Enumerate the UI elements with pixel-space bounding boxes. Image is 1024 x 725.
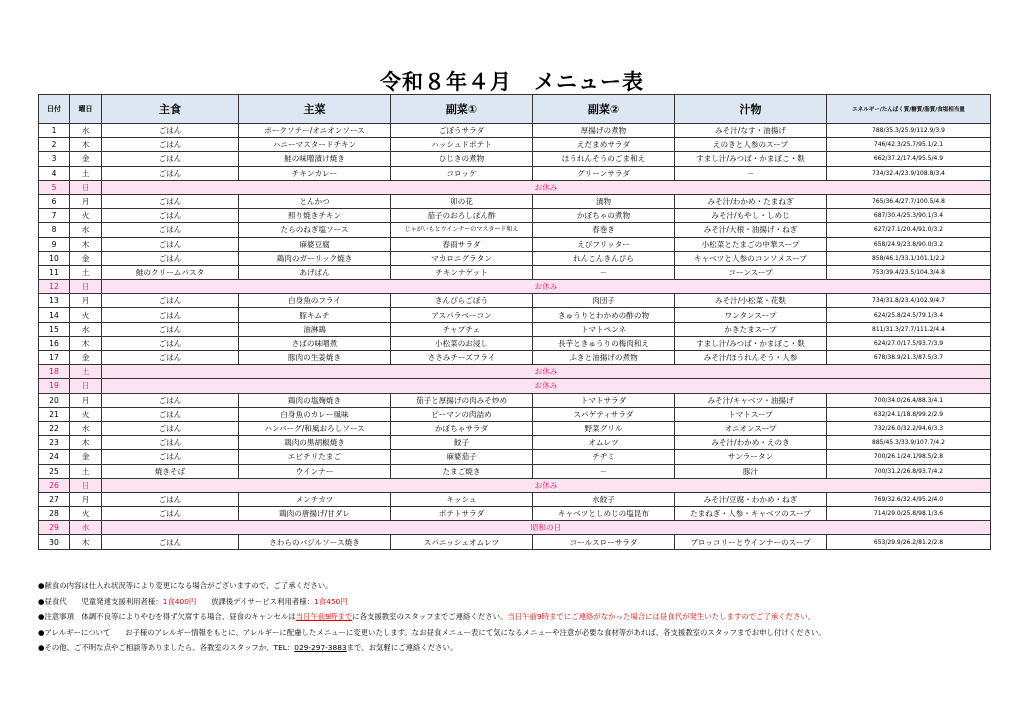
- side-dish-1-cell: じゃがいもとウインナーのマスタード和え: [391, 223, 533, 237]
- page-title: 令和８年４月 メニュー表: [380, 70, 644, 94]
- date-cell: 23: [39, 436, 70, 450]
- side-dish-1-cell: アスパラベーコン: [391, 308, 533, 322]
- price-child-support: 1食400円: [162, 596, 197, 606]
- soup-cell: みそ汁/もやし・しめじ: [675, 209, 827, 223]
- note-lunch-price: [38, 594, 826, 610]
- date-cell: 28: [39, 507, 70, 521]
- header-side2: 副菜②: [533, 95, 675, 124]
- table-row: [39, 138, 991, 152]
- side-dish-2-cell: ふきと油揚げの煮物: [533, 351, 675, 365]
- soup-cell: トマトスープ: [675, 407, 827, 421]
- date-cell: 2: [39, 138, 70, 152]
- main-dish-cell: 鶏肉の塩麹焼き: [239, 393, 391, 407]
- side-dish-2-cell: ほうれんそうのごま和え: [533, 152, 675, 166]
- menu-body: [39, 124, 991, 550]
- header-soup: 汁物: [675, 95, 827, 124]
- date-cell: 3: [39, 152, 70, 166]
- weekday-cell: 水: [70, 521, 102, 535]
- weekday-cell: 月: [70, 294, 102, 308]
- side-dish-1-cell: 茄子と厚揚げの肉みそ炒め: [391, 393, 533, 407]
- staple-cell: 焼きそば: [102, 464, 239, 478]
- holiday-cell: お休み: [102, 280, 991, 294]
- weekday-cell: 金: [70, 152, 102, 166]
- side-dish-2-cell: －: [533, 265, 675, 279]
- table-row: [39, 223, 991, 237]
- staple-cell: ごはん: [102, 436, 239, 450]
- date-cell: 20: [39, 393, 70, 407]
- date-cell: 13: [39, 294, 70, 308]
- table-header-row: [39, 95, 991, 124]
- side-dish-2-cell: －: [533, 464, 675, 478]
- side-dish-1-cell: たまご焼き: [391, 464, 533, 478]
- soup-cell: サンラータン: [675, 450, 827, 464]
- weekday-cell: 土: [70, 464, 102, 478]
- side-dish-2-cell: グリーンサラダ: [533, 166, 675, 180]
- side-dish-2-cell: きゅうりとわかめの酢の物: [533, 308, 675, 322]
- note-cancellation-text: ●注意事項 体調不良等によりやむを得ず欠席する場合、昼食のキャンセルは: [38, 612, 296, 621]
- energy-cell: 653/29.9/26.2/81.2/2.8: [827, 535, 991, 549]
- date-cell: 27: [39, 492, 70, 506]
- staple-cell: ごはん: [102, 450, 239, 464]
- note-contact-end: まで、お気軽にご連絡ください。: [346, 643, 458, 652]
- weekday-cell: 水: [70, 223, 102, 237]
- side-dish-2-cell: 漬物: [533, 194, 675, 208]
- energy-cell: 700/34.0/26.4/88.3/4.1: [827, 393, 991, 407]
- weekday-cell: 水: [70, 124, 102, 138]
- weekday-cell: 日: [70, 280, 102, 294]
- side-dish-1-cell: コロッケ: [391, 166, 533, 180]
- table-row: [39, 407, 991, 421]
- soup-cell: かきたまスープ: [675, 322, 827, 336]
- side-dish-2-cell: えびフリッター: [533, 237, 675, 251]
- staple-cell: ごはん: [102, 152, 239, 166]
- table-row: [39, 535, 991, 549]
- weekday-cell: 水: [70, 421, 102, 435]
- soup-cell: みそ汁/ほうれんそう・人参: [675, 351, 827, 365]
- main-dish-cell: 鶏肉の唐揚げ/甘ダレ: [239, 507, 391, 521]
- side-dish-2-cell: トマトサラダ: [533, 393, 675, 407]
- main-dish-cell: ポークソテー/オニオンソース: [239, 124, 391, 138]
- main-dish-cell: ハンバーグ/和風おろしソース: [239, 421, 391, 435]
- price-after-school: 1食450円: [314, 596, 348, 606]
- staple-cell: ごはん: [102, 351, 239, 365]
- side-dish-1-cell: ごぼうサラダ: [391, 124, 533, 138]
- holiday-row: [39, 180, 991, 194]
- staple-cell: ごはん: [102, 535, 239, 549]
- soup-cell: キャベツと人参のコンソメスープ: [675, 251, 827, 265]
- main-dish-cell: ハニーマスタードチキン: [239, 138, 391, 152]
- main-dish-cell: さばの味噌煮: [239, 336, 391, 350]
- weekday-cell: 日: [70, 478, 102, 492]
- table-row: [39, 308, 991, 322]
- holiday-row: [39, 379, 991, 393]
- holiday-cell: 昭和の日: [102, 521, 991, 535]
- soup-cell: みそ汁/小松菜・花麩: [675, 294, 827, 308]
- staple-cell: ごはん: [102, 223, 239, 237]
- weekday-cell: 土: [70, 265, 102, 279]
- note-after-school-label: 放課後デイサービス利用者様：: [196, 596, 315, 606]
- staple-cell: ごはん: [102, 124, 239, 138]
- staple-cell: ごはん: [102, 209, 239, 223]
- energy-cell: 632/24.1/18.8/99.2/2.9: [827, 407, 991, 421]
- holiday-row: [39, 521, 991, 535]
- soup-cell: えのきと人参のスープ: [675, 138, 827, 152]
- note-cancellation: [38, 609, 826, 625]
- side-dish-1-cell: ポテトサラダ: [391, 507, 533, 521]
- side-dish-2-cell: オムレツ: [533, 436, 675, 450]
- table-row: [39, 237, 991, 251]
- soup-cell: たまねぎ・人参・キャベツのスープ: [675, 507, 827, 521]
- energy-cell: 714/29.0/25.8/98.1/3.6: [827, 507, 991, 521]
- holiday-row: [39, 478, 991, 492]
- table-row: [39, 209, 991, 223]
- weekday-cell: 月: [70, 393, 102, 407]
- staple-cell: ごはん: [102, 251, 239, 265]
- staple-cell: ごはん: [102, 407, 239, 421]
- header-energy: エネルギー/たんぱく質/糖質/脂質/食塩相当量: [827, 95, 991, 124]
- side-dish-2-cell: スパゲティサラダ: [533, 407, 675, 421]
- side-dish-2-cell: 長芋ときゅうりの梅肉和え: [533, 336, 675, 350]
- table-row: [39, 265, 991, 279]
- date-cell: 4: [39, 166, 70, 180]
- energy-cell: 858/46.1/33.1/101.1/2.2: [827, 251, 991, 265]
- date-cell: 7: [39, 209, 70, 223]
- soup-cell: みそ汁/わかめ・えのき: [675, 436, 827, 450]
- side-dish-2-cell: えだまめサラダ: [533, 138, 675, 152]
- main-dish-cell: チキンカレー: [239, 166, 391, 180]
- staple-cell: ごはん: [102, 237, 239, 251]
- side-dish-2-cell: 水餃子: [533, 492, 675, 506]
- energy-cell: 678/38.9/21.3/87.5/3.7: [827, 351, 991, 365]
- weekday-cell: 日: [70, 379, 102, 393]
- energy-cell: 788/35.3/25.9/112.9/3.9: [827, 124, 991, 138]
- table-row: [39, 251, 991, 265]
- main-dish-cell: 照り焼きチキン: [239, 209, 391, 223]
- side-dish-1-cell: ひじきの煮物: [391, 152, 533, 166]
- weekday-cell: 土: [70, 166, 102, 180]
- side-dish-1-cell: ささみチーズフライ: [391, 351, 533, 365]
- energy-cell: 658/24.9/23.8/90.0/3.2: [827, 237, 991, 251]
- header-main: 主菜: [239, 95, 391, 124]
- side-dish-1-cell: ピーマンの肉詰め: [391, 407, 533, 421]
- note-contact-text: ●その他、ご不明な点やご相談等ありましたら、各教室のスタッフか、TEL：: [38, 643, 295, 652]
- table-row: [39, 166, 991, 180]
- main-dish-cell: 鶏肉のガーリック焼き: [239, 251, 391, 265]
- soup-cell: ワンタンスープ: [675, 308, 827, 322]
- energy-cell: 753/39.4/23.5/104.3/4.8: [827, 265, 991, 279]
- note-contact: [38, 640, 826, 656]
- staple-cell: 鮭のクリームパスタ: [102, 265, 239, 279]
- side-dish-2-cell: トマトペンネ: [533, 322, 675, 336]
- energy-cell: 732/26.0/32.2/94.6/3.3: [827, 421, 991, 435]
- date-cell: 24: [39, 450, 70, 464]
- side-dish-1-cell: 春雨サラダ: [391, 237, 533, 251]
- energy-cell: 811/31.3/27.7/111.2/4.4: [827, 322, 991, 336]
- staple-cell: ごはん: [102, 138, 239, 152]
- staple-cell: ごはん: [102, 336, 239, 350]
- side-dish-2-cell: 春巻き: [533, 223, 675, 237]
- weekday-cell: 日: [70, 180, 102, 194]
- energy-cell: 885/45.3/33.9/107.7/4.2: [827, 436, 991, 450]
- header-date: 日付: [39, 95, 70, 124]
- note-menu-change: ●献食の内容は仕入れ状況等により変更になる場合がございますので、ご了承ください。: [38, 581, 333, 590]
- staple-cell: ごはん: [102, 166, 239, 180]
- weekday-cell: 木: [70, 336, 102, 350]
- date-cell: 12: [39, 280, 70, 294]
- staple-cell: ごはん: [102, 393, 239, 407]
- side-dish-1-cell: 麻婆茄子: [391, 450, 533, 464]
- main-dish-cell: 白身魚のフライ: [239, 294, 391, 308]
- staple-cell: ごはん: [102, 308, 239, 322]
- weekday-cell: 火: [70, 209, 102, 223]
- note-allergy: ●アレルギーについて お子様のアレルギー情報をもとに、アレルギーに配慮したメニューに変更いたします。なお昼食メニュー表にて気になるメニューや注意が必要な食材等があれば、各支援教室のスタッフまでお申し付けください。: [38, 627, 826, 637]
- soup-cell: すまし汁/みつば・かまぼこ・麩: [675, 152, 827, 166]
- date-cell: 19: [39, 379, 70, 393]
- soup-cell: －: [675, 166, 827, 180]
- staple-cell: ごはん: [102, 322, 239, 336]
- soup-cell: みそ汁/豆腐・わかめ・ねぎ: [675, 492, 827, 506]
- side-dish-1-cell: マカロニグラタン: [391, 251, 533, 265]
- side-dish-2-cell: 厚揚げの煮物: [533, 124, 675, 138]
- cancellation-warning: 当日午前9時までにご連絡がなかった場合には昼食代が発生いたしますのでご了承ください。: [507, 612, 816, 621]
- holiday-cell: お休み: [102, 180, 991, 194]
- note-cancellation-contact: に各支援教室のスタッフまでご連絡ください。: [352, 612, 508, 621]
- date-cell: 18: [39, 365, 70, 379]
- weekday-cell: 木: [70, 535, 102, 549]
- main-dish-cell: とんかつ: [239, 194, 391, 208]
- main-dish-cell: 白身魚のカレー風味: [239, 407, 391, 421]
- side-dish-2-cell: キャベツとしめじの塩昆布: [533, 507, 675, 521]
- date-cell: 6: [39, 194, 70, 208]
- main-dish-cell: メンチカツ: [239, 492, 391, 506]
- staple-cell: ごはん: [102, 507, 239, 521]
- weekday-cell: 月: [70, 492, 102, 506]
- side-dish-1-cell: 茄子のおろしぽん酢: [391, 209, 533, 223]
- holiday-row: [39, 365, 991, 379]
- date-cell: 9: [39, 237, 70, 251]
- table-row: [39, 294, 991, 308]
- table-row: [39, 124, 991, 138]
- staple-cell: ごはん: [102, 194, 239, 208]
- header-weekday: 曜日: [70, 95, 102, 124]
- soup-cell: みそ汁/キャベツ・油揚げ: [675, 393, 827, 407]
- main-dish-cell: 鮭の味噌漬け焼き: [239, 152, 391, 166]
- date-cell: 10: [39, 251, 70, 265]
- soup-cell: 豚汁: [675, 464, 827, 478]
- energy-cell: 769/32.6/32.4/95.2/4.0: [827, 492, 991, 506]
- weekday-cell: 土: [70, 365, 102, 379]
- main-dish-cell: 鶏肉の黒胡椒焼き: [239, 436, 391, 450]
- energy-cell: 624/25.8/24.5/79.1/3.4: [827, 308, 991, 322]
- table-row: [39, 464, 991, 478]
- table-row: [39, 436, 991, 450]
- header-staple: 主食: [102, 95, 239, 124]
- table-row: [39, 194, 991, 208]
- energy-cell: 687/30.4/25.3/90.1/3.4: [827, 209, 991, 223]
- soup-cell: コーンスープ: [675, 265, 827, 279]
- energy-cell: 700/31.2/26.8/93.7/4.2: [827, 464, 991, 478]
- side-dish-1-cell: キッシュ: [391, 492, 533, 506]
- side-dish-2-cell: 野菜グリル: [533, 421, 675, 435]
- side-dish-1-cell: スパニッシュオムレツ: [391, 535, 533, 549]
- soup-cell: みそ汁/大根・油揚げ・ねぎ: [675, 223, 827, 237]
- energy-cell: 627/27.1/20.4/91.0/3.2: [827, 223, 991, 237]
- main-dish-cell: 油淋鶏: [239, 322, 391, 336]
- soup-cell: オニオンスープ: [675, 421, 827, 435]
- holiday-cell: お休み: [102, 379, 991, 393]
- phone-number: 029-297-3883: [294, 643, 347, 652]
- soup-cell: みそ汁/わかめ・たまねぎ: [675, 194, 827, 208]
- date-cell: 11: [39, 265, 70, 279]
- note-lunch-price-label: ●昼食代 児童発達支援利用者様：: [38, 596, 163, 606]
- date-cell: 26: [39, 478, 70, 492]
- main-dish-cell: ウインナー: [239, 464, 391, 478]
- staple-cell: ごはん: [102, 421, 239, 435]
- header-side1: 副菜①: [391, 95, 533, 124]
- weekday-cell: 金: [70, 351, 102, 365]
- date-cell: 25: [39, 464, 70, 478]
- date-cell: 1: [39, 124, 70, 138]
- weekday-cell: 火: [70, 407, 102, 421]
- date-cell: 21: [39, 407, 70, 421]
- soup-cell: みそ汁/なす・油揚げ: [675, 124, 827, 138]
- weekday-cell: 月: [70, 194, 102, 208]
- table-row: [39, 507, 991, 521]
- holiday-cell: お休み: [102, 478, 991, 492]
- energy-cell: 662/37.2/17.4/95.5/4.9: [827, 152, 991, 166]
- table-row: [39, 351, 991, 365]
- energy-cell: 734/31.8/23.4/102.9/4.7: [827, 294, 991, 308]
- table-row: [39, 152, 991, 166]
- main-dish-cell: さわらのバジルソース焼き: [239, 535, 391, 549]
- table-row: [39, 393, 991, 407]
- main-dish-cell: あげぱん: [239, 265, 391, 279]
- side-dish-1-cell: 餃子: [391, 436, 533, 450]
- energy-cell: 624/27.0/17.5/93.7/3.9: [827, 336, 991, 350]
- side-dish-2-cell: かぼちゃの煮物: [533, 209, 675, 223]
- weekday-cell: 木: [70, 138, 102, 152]
- main-dish-cell: 豚肉の生姜焼き: [239, 351, 391, 365]
- main-dish-cell: エビチリたまご: [239, 450, 391, 464]
- table-row: [39, 336, 991, 350]
- holiday-row: [39, 280, 991, 294]
- side-dish-1-cell: 小松菜のお浸し: [391, 336, 533, 350]
- energy-cell: 765/36.4/27.7/100.5/4.8: [827, 194, 991, 208]
- weekday-cell: 火: [70, 308, 102, 322]
- side-dish-1-cell: チャプチェ: [391, 322, 533, 336]
- side-dish-2-cell: れんこんきんぴら: [533, 251, 675, 265]
- side-dish-1-cell: かぼちゃサラダ: [391, 421, 533, 435]
- date-cell: 5: [39, 180, 70, 194]
- table-row: [39, 421, 991, 435]
- energy-cell: 700/26.1/24.1/98.5/2.8: [827, 450, 991, 464]
- side-dish-1-cell: きんぴらごぼう: [391, 294, 533, 308]
- side-dish-1-cell: チキンナゲット: [391, 265, 533, 279]
- date-cell: 17: [39, 351, 70, 365]
- side-dish-2-cell: 肉団子: [533, 294, 675, 308]
- date-cell: 22: [39, 421, 70, 435]
- energy-cell: 746/42.3/25.7/95.1/2.1: [827, 138, 991, 152]
- weekday-cell: 木: [70, 436, 102, 450]
- table-row: [39, 492, 991, 506]
- cancellation-deadline: 当日午前9時まで: [295, 612, 353, 621]
- side-dish-2-cell: チヂミ: [533, 450, 675, 464]
- staple-cell: ごはん: [102, 294, 239, 308]
- side-dish-1-cell: 卯の花: [391, 194, 533, 208]
- table-row: [39, 322, 991, 336]
- date-cell: 15: [39, 322, 70, 336]
- date-cell: 16: [39, 336, 70, 350]
- date-cell: 30: [39, 535, 70, 549]
- menu-table: [38, 94, 991, 550]
- side-dish-1-cell: ハッシュドポテト: [391, 138, 533, 152]
- date-cell: 29: [39, 521, 70, 535]
- notes: [38, 578, 826, 656]
- soup-cell: ブロッコリーとウインナーのスープ: [675, 535, 827, 549]
- staple-cell: ごはん: [102, 492, 239, 506]
- main-dish-cell: たらのねぎ塩ソース: [239, 223, 391, 237]
- table-row: [39, 450, 991, 464]
- weekday-cell: 金: [70, 251, 102, 265]
- energy-cell: 734/32.4/23.9/108.8/3.4: [827, 166, 991, 180]
- date-cell: 8: [39, 223, 70, 237]
- main-dish-cell: 豚キムチ: [239, 308, 391, 322]
- date-cell: 14: [39, 308, 70, 322]
- main-dish-cell: 麻婆豆腐: [239, 237, 391, 251]
- weekday-cell: 火: [70, 507, 102, 521]
- soup-cell: すまし汁/みつば・かまぼこ・麩: [675, 336, 827, 350]
- soup-cell: 小松菜とたまごの中華スープ: [675, 237, 827, 251]
- weekday-cell: 木: [70, 237, 102, 251]
- weekday-cell: 水: [70, 322, 102, 336]
- weekday-cell: 金: [70, 450, 102, 464]
- side-dish-2-cell: コールスローサラダ: [533, 535, 675, 549]
- holiday-cell: お休み: [102, 365, 991, 379]
